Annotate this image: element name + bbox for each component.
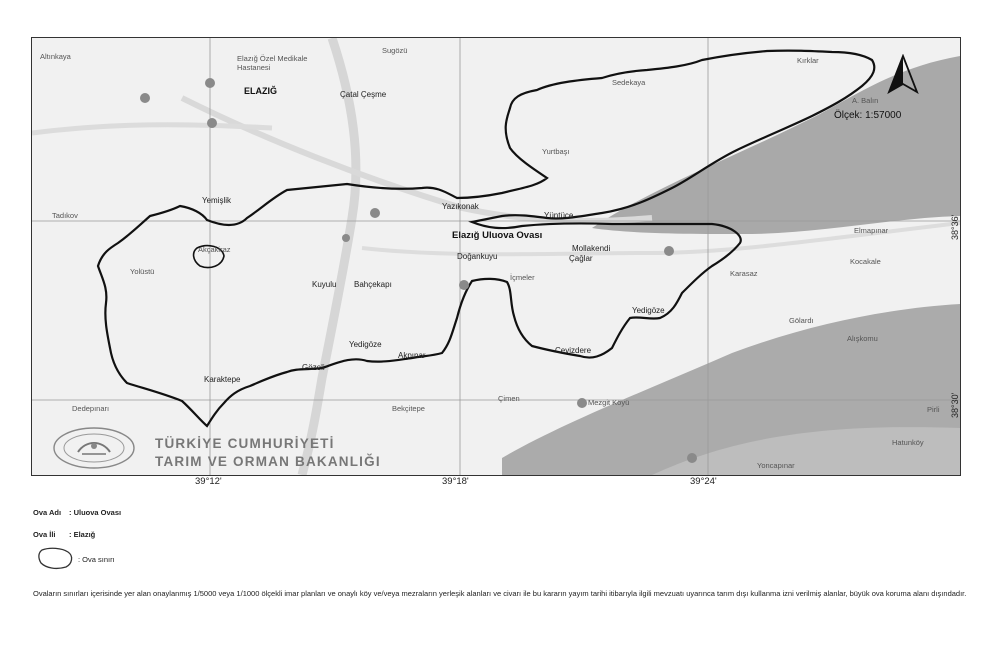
place-label: Kocakale [850, 257, 881, 266]
place-label: Yolüstü [130, 267, 155, 276]
ova-name-label: Elazığ Uluova Ovası [452, 230, 543, 241]
place-label: Sugözü [382, 46, 408, 55]
coord-right: 38°36' [950, 214, 960, 240]
place-label: Sedekaya [612, 78, 646, 87]
coord-right: 38°30' [950, 392, 960, 418]
north-arrow-icon [887, 54, 919, 94]
legend-ova-province-label: Ova İli [33, 530, 56, 539]
legend-boundary-label: : Ova sınırı [78, 555, 115, 564]
place-label: Pirli [927, 405, 940, 414]
place-label: Tadıkov [52, 211, 78, 220]
scale-label: Ölçek: 1:57000 [834, 110, 902, 121]
place-label: Karaktepe [204, 375, 241, 384]
coord-bottom: 39°12' [195, 476, 222, 487]
place-label: Yazıkonak [442, 202, 479, 211]
place-label: Alışkomu [847, 334, 878, 343]
place-label: Karasaz [730, 269, 758, 278]
ministry-line-1: TÜRKİYE CUMHURİYETİ [155, 436, 335, 451]
legend-ova-province [33, 530, 95, 539]
place-label: Cevizdere [555, 346, 592, 355]
place-label: Bahçekapı [354, 280, 392, 289]
place-label: Yemişlik [202, 196, 232, 205]
place-label: Hatunköy [892, 438, 924, 447]
place-label: Mollakendi [572, 244, 611, 253]
place-label: Çimen [498, 394, 520, 403]
place-label: Akpınar [398, 351, 426, 360]
place-label: İçmeler [510, 273, 535, 282]
map-frame [31, 37, 961, 476]
place-label: Gölardı [789, 316, 814, 325]
place-label: Mezgit Köyü [588, 398, 630, 407]
place-label: Kırklar [797, 56, 819, 65]
road [302, 38, 356, 475]
place-label: Dedepınarı [72, 404, 110, 413]
place-label: Yoncapınar [757, 461, 795, 470]
road [182, 98, 652, 221]
legend-ova-province-value: : Elazığ [69, 530, 96, 539]
legend-ova-name [33, 508, 121, 517]
ministry-line-2: TARIM VE ORMAN BAKANLIĞI [155, 454, 381, 469]
place-label: A. Balın [852, 96, 879, 105]
legend-ova-name-value: : Uluova Ovası [69, 508, 122, 517]
place-label: Yedigöze [632, 306, 665, 315]
place-label: Kuyulu [312, 280, 337, 289]
ministry-logo [52, 426, 136, 470]
place-label: Yüntüce [544, 211, 574, 220]
place-label: Bekçitepe [392, 404, 425, 413]
ministry-title [155, 435, 381, 471]
place-label: Gözeli [302, 363, 325, 372]
place-label: Doğankuyu [457, 252, 498, 261]
place-label: Elazığ Özel Medikale Hastanesi [237, 54, 308, 72]
coord-bottom: 39°18' [442, 476, 469, 487]
place-label: Yurtbaşı [542, 147, 570, 156]
place-label: Altınkaya [40, 52, 71, 61]
place-label: Akçakiraz [198, 245, 231, 254]
place-label: Çağlar [569, 254, 593, 263]
legend-ova-name-label: Ova Adı [33, 508, 62, 517]
place-label: ELAZIĞ [244, 86, 277, 96]
place-label: Çatal Çeşme [340, 90, 387, 99]
place-label: Yedigöze [349, 340, 382, 349]
boundary-swatch-icon [36, 546, 76, 570]
note-text: Ovaların sınırları içerisinde yer alan onaylanmış 1/5000 veya 1/1000 ölçekli imar planları ve onaylı köy ve/veya mezraların yerleşik alanları ve civarı ile bu kararın yayım tarihi itibarıyla ilgili mevzuatı uyarınca tarım dışı kullanma izni verilmiş alanlar, büyük ova koruma alanı dışındadır. [33, 589, 967, 598]
place-label: Elmapınar [854, 226, 889, 235]
coord-bottom: 39°24' [690, 476, 717, 487]
road [32, 125, 272, 133]
